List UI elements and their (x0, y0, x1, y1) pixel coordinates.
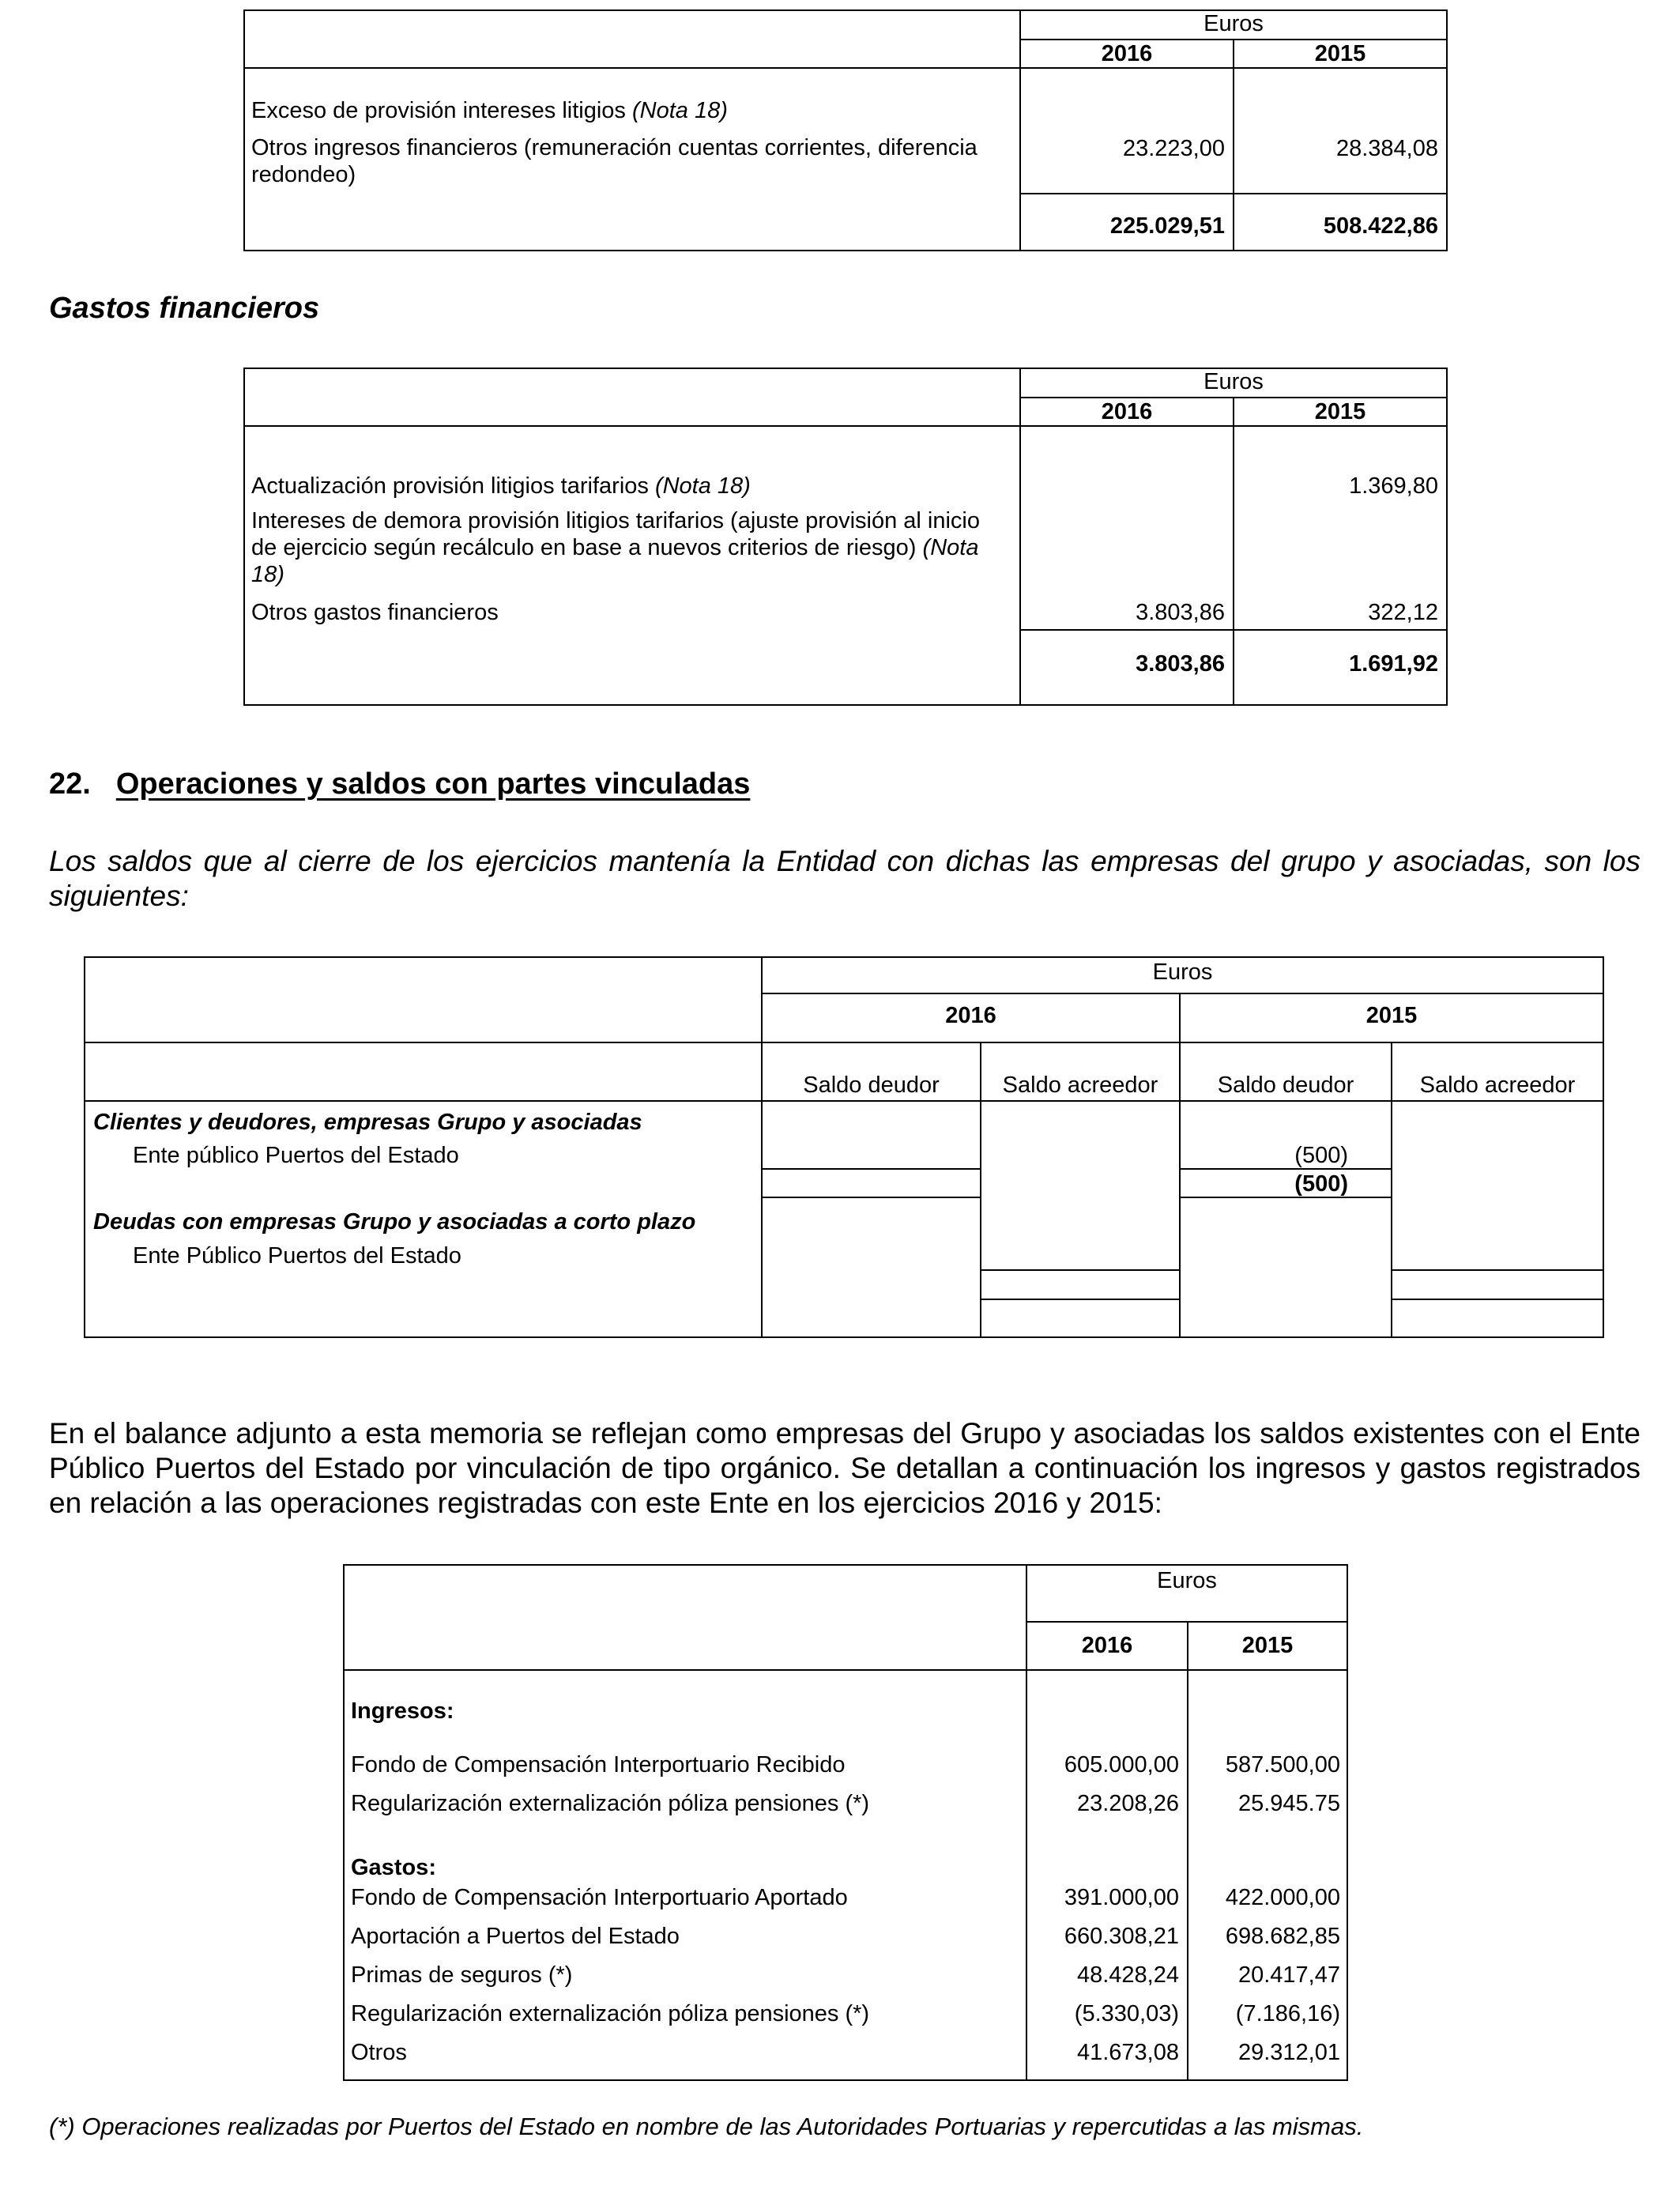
group-label: Clientes y deudores, empresas Grupo y asociadas (93, 1110, 642, 1135)
column-header: Saldo deudor (1217, 1072, 1354, 1098)
value-cell: 29.312,01 (1237, 2040, 1340, 2065)
cell-line (980, 1269, 1179, 1271)
column-header: Saldo deudor (803, 1072, 940, 1098)
row-label: Exceso de provisión intereses litigios (Nota 18) (251, 98, 728, 123)
row-label: Otros ingresos financieros (remuneración cuentas corrientes, diferencia redondeo) (251, 135, 977, 187)
value-cell: 660.308,21 (1064, 1924, 1179, 1949)
row-label: Ente público Puertos del Estado (133, 1143, 459, 1168)
row-divider (1026, 1621, 1348, 1623)
row-divider (761, 993, 1604, 994)
row-label: Fondo de Compensación Interportuario Recibido (351, 1752, 846, 1777)
section-title: Operaciones y saldos con partes vinculadas (115, 767, 751, 801)
column-header: Saldo acreedor (1419, 1072, 1576, 1098)
intro-paragraph: Los saldos que al cierre de los ejercicios mantenía la Entidad con dichas las empresas del grupo y asociadas, son los siguientes: (49, 845, 1640, 912)
year-header-2015: 2015 (1314, 399, 1366, 424)
value-cell: 322,12 (1368, 600, 1438, 625)
section-heading (49, 767, 750, 801)
year-header-2016: 2016 (945, 1003, 996, 1028)
row-label: Primas de seguros (*) (351, 1962, 573, 1988)
total-cell: 3.803,86 (1136, 651, 1225, 677)
total-cell: 508.422,86 (1323, 213, 1438, 239)
value-cell: (500) (1294, 1143, 1348, 1168)
total-cell: (500) (1294, 1171, 1348, 1197)
year-header-2016: 2016 (1081, 1633, 1133, 1658)
row-label: Aportación a Puertos del Estado (351, 1924, 680, 1949)
group-label: Deudas con empresas Grupo y asociadas a corto plazo (93, 1209, 696, 1235)
value-cell: 23.223,00 (1122, 136, 1225, 161)
value-cell: 23.208,26 (1076, 1791, 1179, 1816)
value-cell: (5.330,03) (1074, 2001, 1179, 2026)
row-divider (1019, 193, 1448, 194)
total-cell: 225.029,51 (1109, 213, 1225, 239)
row-label: Fondo de Compensación Interportuario Aportado (351, 1885, 848, 1910)
value-cell: 698.682,85 (1225, 1924, 1340, 1949)
currency-header: Euros (1203, 369, 1264, 394)
value-cell: 605.000,00 (1064, 1752, 1179, 1777)
total-cell: 1.691,92 (1349, 651, 1438, 677)
currency-header: Euros (1157, 1568, 1217, 1593)
footnote: (*) Operaciones realizadas por Puertos del Estado en nombre de las Autoridades Portuarias y repercutidas a las mismas. (49, 2113, 1364, 2140)
year-header-2015: 2015 (1241, 1633, 1294, 1658)
currency-header: Euros (1152, 959, 1213, 985)
row-label: Intereses de demora provisión litigios tarifarios (ajuste provisión al inicio de ejercicio según recálculo en base a nuevos criterios de riesgo) (Nota 18) (251, 508, 980, 587)
value-cell: (7.186,16) (1235, 2001, 1340, 2026)
year-header-2015: 2015 (1365, 1003, 1418, 1028)
row-divider (84, 1042, 1604, 1043)
year-header-2016: 2016 (1101, 41, 1153, 66)
cell-line (761, 1168, 980, 1170)
row-label: Otros (351, 2040, 407, 2065)
row-divider (1019, 629, 1448, 631)
row-label: Actualización provisión litigios tarifarios (Nota 18) (251, 473, 751, 499)
row-divider (343, 1669, 1348, 1671)
gastos-label: Gastos: (351, 1855, 436, 1880)
value-cell: 1.369,80 (1349, 473, 1438, 499)
cell-line (761, 1197, 980, 1198)
value-cell: 25.945.75 (1237, 1791, 1340, 1816)
value-cell: 20.417,47 (1237, 1962, 1340, 1988)
cell-line (1391, 1299, 1604, 1300)
value-cell: 48.428,24 (1076, 1962, 1179, 1988)
value-cell: 41.673,08 (1076, 2040, 1179, 2065)
value-cell: 28.384,08 (1335, 136, 1438, 161)
row-label: Ente Público Puertos del Estado (133, 1243, 461, 1269)
currency-header: Euros (1203, 11, 1264, 36)
row-label: Regularización externalización póliza pensiones (*) (351, 2001, 870, 2026)
column-header: Saldo acreedor (1002, 1072, 1158, 1098)
row-divider (84, 1100, 1604, 1102)
year-header-2015: 2015 (1314, 41, 1366, 66)
cell-line (1391, 1269, 1604, 1271)
cell-line (980, 1299, 1179, 1300)
gastos-financieros-heading: Gastos financieros (49, 292, 320, 325)
value-cell: 587.500,00 (1225, 1752, 1340, 1777)
ingresos-label: Ingresos: (351, 1698, 454, 1724)
value-cell: 3.803,86 (1136, 600, 1225, 625)
row-label: Otros gastos financieros (251, 600, 499, 625)
value-cell: 422.000,00 (1225, 1885, 1340, 1910)
explanation-paragraph: En el balance adjunto a esta memoria se reflejan como empresas del Grupo y asociadas los saldos existentes con el Ente Público Puertos del Estado por vinculación de tipo orgánico. Se detallan a continuación los ingresos y gastos registrados en relación a las operaciones registradas con este Ente en los ejercicios 2016 y 2015: (49, 1417, 1640, 1519)
section-number: 22. (49, 767, 91, 801)
row-label: Regularización externalización póliza pensiones (*) (351, 1791, 870, 1816)
year-header-2016: 2016 (1101, 399, 1153, 424)
value-cell: 391.000,00 (1064, 1885, 1179, 1910)
